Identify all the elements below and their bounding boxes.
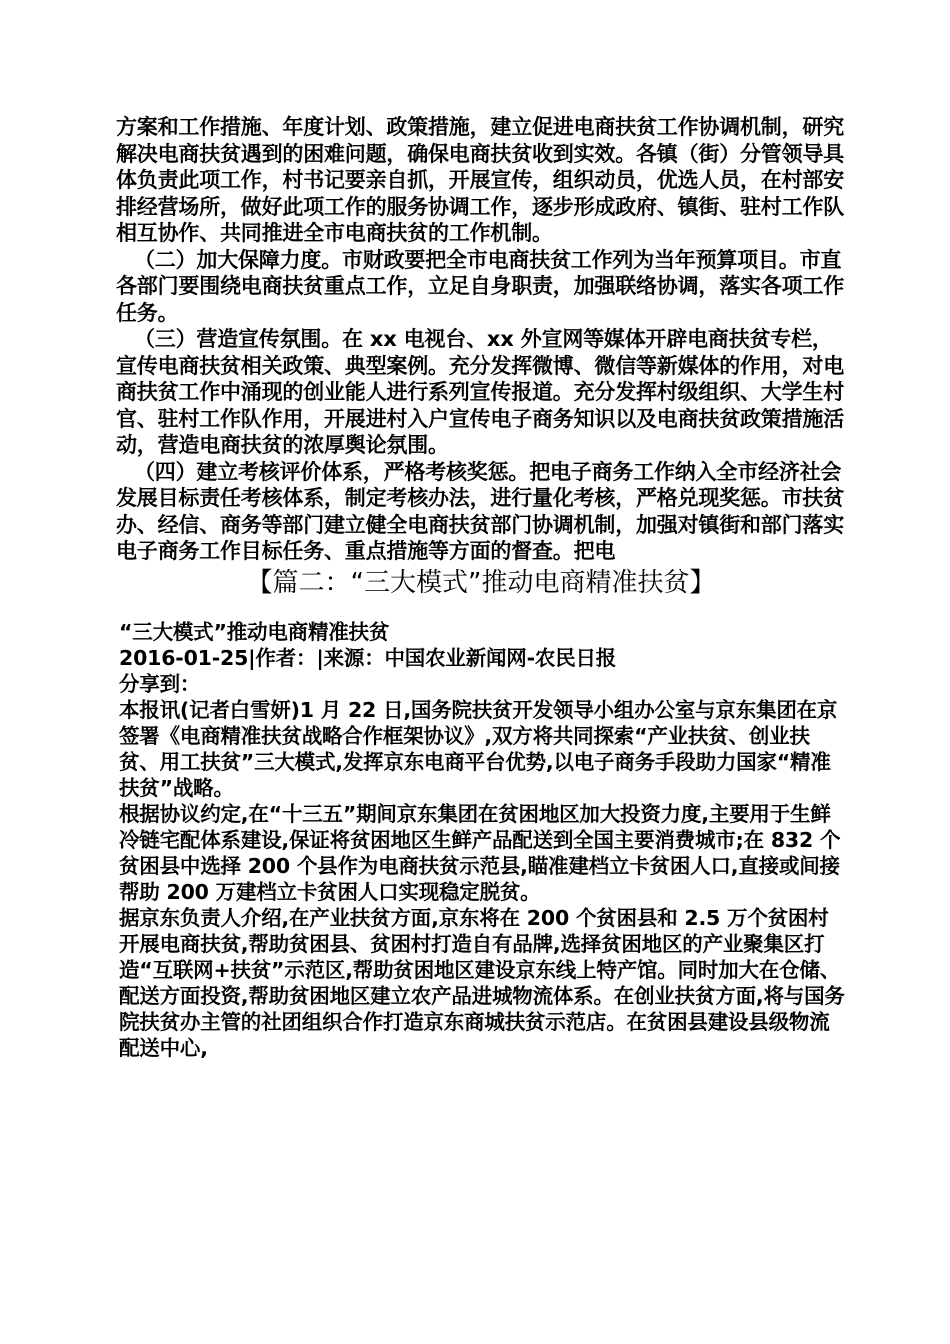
paragraph-funding: （二）加大保障力度。市财政要把全市电商扶贫工作列为当年预算项目。市直各部门要围绕电商扶贫重点工作，立足自身职责，加强联络协调，落实各项工作任务。 — [116, 247, 844, 325]
paragraph-mechanism: 方案和工作措施、年度计划、政策措施，建立促进电商扶贫工作协调机制，研究解决电商扶贫遇到的困难问题，确保电商扶贫收到实效。各镇（街）分管领导具体负责此项工作，村书记要亲自抓，开展宣传，组织动员，优选人员，在村部安排经营场所，做好此项工作的服务协调工作，逐步形成政府、镇街、驻村工作队相互协作、共同推进全市电商扶贫的工作机制。 — [116, 115, 844, 245]
article-paragraph-1: 本报讯(记者白雪妍)1 月 22 日,国务院扶贫开发领导小组办公室与京东集团在京签署《电商精准扶贫战略合作框架协议》,双方将共同探索“产业扶贫、创业扶贫、用工扶贫”三大模式,发挥京东电商平台优势,以电子商务手段助力国家“精准扶贫”战略。 — [119, 697, 838, 800]
article-meta: 2016-01-25|作者：|来源：中国农业新闻网-农民日报 — [119, 645, 617, 670]
article — [116, 619, 846, 1061]
article-paragraph-2: 根据协议约定,在“十三五”期间京东集团在贫困地区加大投资力度,主要用于生鲜冷链宅配体系建设,保证将贫困地区生鲜产品配送到全国主要消费城市;在 832 个贫困县中选择 200 个县作为电商扶贫示范县,瞄准建档立卡贫困人口,直接或间接帮助 200 万建档立卡贫困人口实现稳定脱贫。 — [119, 801, 841, 904]
article-paragraph-3: 据京东负责人介绍,在产业扶贫方面,京东将在 200 个贫困县和 2.5 万个贫困村开展电商扶贫,帮助贫困县、贫困村打造自有品牌,选择贫困地区的产业聚集区打造“互联网+扶贫”示范区,帮助贫困地区建设京东线上特产馆。同时加大在仓储、配送方面投资,帮助贫困地区建立农产品进城物流体系。在创业扶贫方面,将与国务院扶贫办主管的社团组织合作打造京东商城扶贫示范店。在贫困县建设县级物流配送中心, — [119, 905, 845, 1060]
article-title: “三大模式”推动电商精准扶贫 — [119, 619, 390, 644]
share-label: 分享到： — [119, 671, 201, 696]
paragraph-assessment: （四）建立考核评价体系，严格考核奖惩。把电子商务工作纳入全市经济社会发展目标责任考核体系，制定考核办法，进行量化考核，严格兑现奖惩。市扶贫办、经信、商务等部门建立健全电商扶贫部门协调机制，加强对镇街和部门落实电子商务工作目标任务、重点措施等方面的督查。把电 — [116, 459, 844, 563]
section-title: 【篇二：“三大模式”推动电商精准扶贫】 — [246, 567, 716, 598]
document-page — [116, 114, 846, 1061]
paragraph-publicity: （三）营造宣传氛围。在 xx 电视台、xx 外宣网等媒体开辟电商扶贫专栏，宣传电商扶贫相关政策、典型案例。充分发挥微博、微信等新媒体的作用，对电商扶贫工作中涌现的创业能人进行系列宣传报道。充分发挥村级组织、大学生村官、驻村工作队作用，开展进村入户宣传电子商务知识以及电商扶贫政策措施活动，营造电商扶贫的浓厚舆论氛围。 — [116, 327, 844, 457]
